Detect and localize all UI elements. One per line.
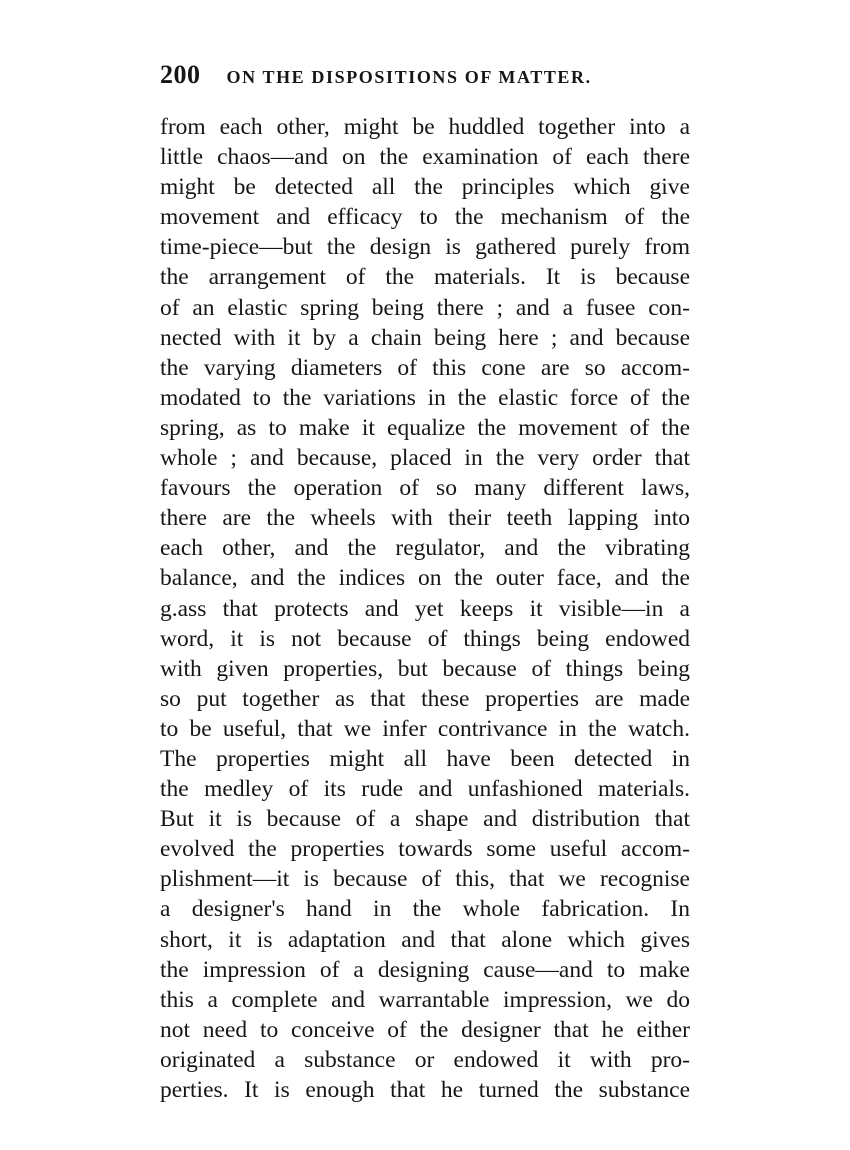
text-line: the medley of its rude and unfashioned materials. (160, 776, 690, 803)
text-line: from each other, might be huddled together into a (160, 114, 690, 140)
text-line: nected with it by a chain being here ; and because (160, 324, 690, 351)
text-line: movement and efficacy to the mechanism of the (160, 204, 690, 231)
text-line: a designer's hand in the whole fabrication. In (160, 896, 690, 923)
text-line: short, it is adaptation and that alone which gives (160, 926, 690, 953)
running-head (160, 60, 720, 94)
text-line: favours the operation of so many different laws, (160, 475, 690, 502)
text-line: the impression of a designing cause—and to make (160, 956, 690, 983)
text-line: not need to conceive of the designer that he either (160, 1016, 690, 1043)
text-line: little chaos—and on the examination of each there (160, 144, 690, 171)
text-line: of an elastic spring being there ; and a fusee con- (160, 294, 690, 321)
text-line: there are the wheels with their teeth lapping into (160, 505, 690, 532)
text-line: plishment—it is because of this, that we recognise (160, 866, 690, 893)
text-line: the arrangement of the materials. It is because (160, 264, 690, 291)
text-line: with given properties, but because of things being (160, 655, 690, 682)
text-line: to be useful, that we infer contrivance in the watch. (160, 715, 690, 742)
text-line: might be detected all the principles which give (160, 174, 690, 201)
text-line: spring, as to make it equalize the movement of the (160, 414, 690, 441)
text-line: modated to the variations in the elastic force of the (160, 384, 690, 411)
text-line: this a complete and warrantable impression, we do (160, 986, 690, 1013)
body-text (160, 112, 690, 1105)
running-title: ON THE DISPOSITIONS OF MATTER. (226, 67, 592, 87)
page-number: 200 (160, 60, 201, 89)
text-line: time-piece—but the design is gathered purely from (160, 234, 690, 261)
text-line: so put together as that these properties are made (160, 685, 690, 712)
text-line: the varying diameters of this cone are so accom- (160, 354, 690, 381)
text-line: originated a substance or endowed it with pro- (160, 1046, 690, 1073)
text-line: word, it is not because of things being endowed (160, 625, 690, 652)
text-line: But it is because of a shape and distribution that (160, 806, 690, 833)
text-line: balance, and the indices on the outer face, and the (160, 565, 690, 592)
text-line: The properties might all have been detected in (160, 745, 690, 772)
text-line: g.ass that protects and yet keeps it visible—in a (160, 595, 690, 622)
text-line: each other, and the regulator, and the vibrating (160, 535, 690, 562)
text-line: evolved the properties towards some useful accom- (160, 836, 690, 863)
text-line: whole ; and because, placed in the very order that (160, 445, 690, 472)
text-line: perties. It is enough that he turned the substance (160, 1077, 690, 1103)
